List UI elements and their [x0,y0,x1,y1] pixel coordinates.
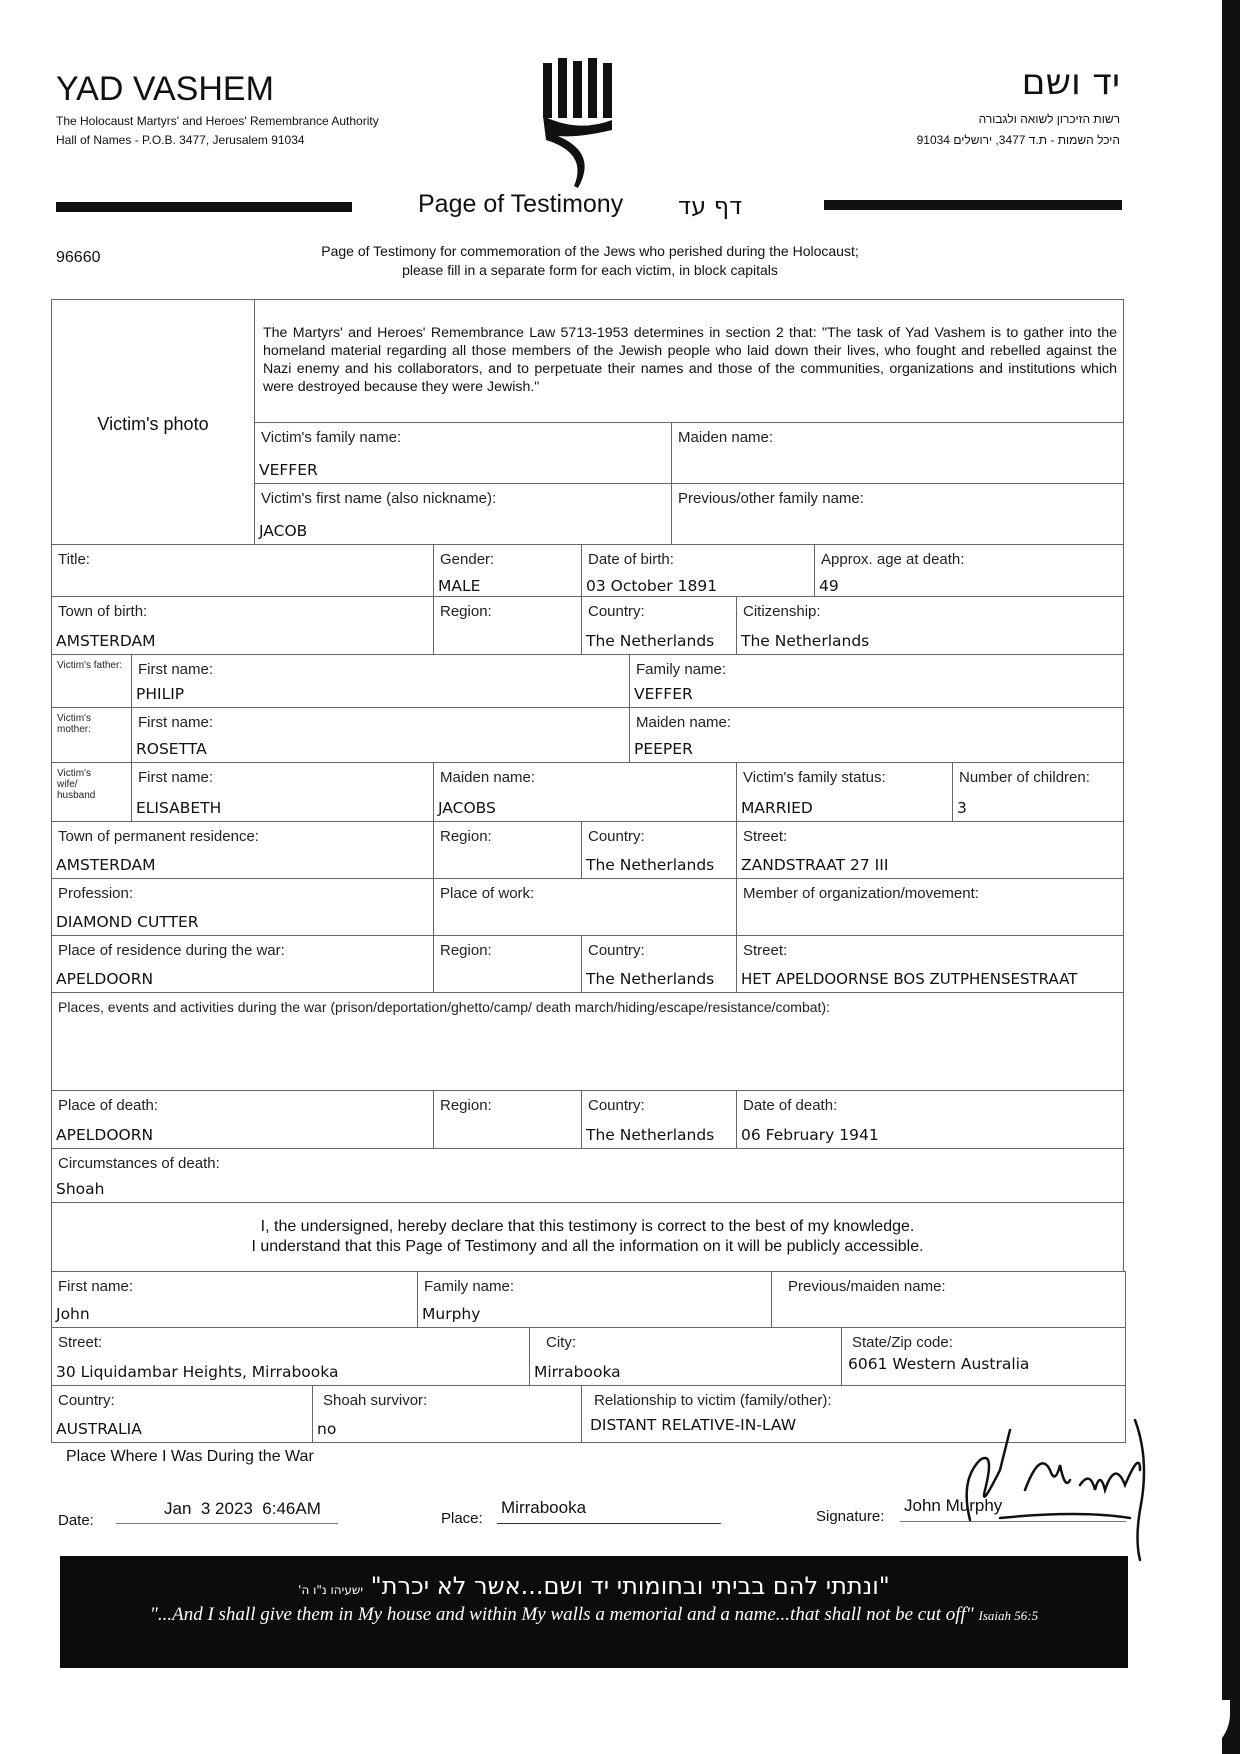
page-edge [1222,0,1240,1754]
value: AMSTERDAM [56,632,156,650]
value: VEFFER [634,685,693,703]
value: Shoah [56,1180,105,1198]
submitter-family-name-field[interactable] [417,1271,772,1328]
value: no [317,1420,337,1438]
victim-photo-cell [51,299,255,545]
handwritten-signature [940,1410,1170,1570]
label: Region: [440,828,492,845]
value: PHILIP [136,685,185,703]
citizenship-field[interactable] [736,596,1124,655]
label: Victim's family status: [743,769,886,786]
label: Family name: [424,1278,515,1295]
label: Previous/maiden name: [788,1278,946,1295]
place-label: Place: [441,1510,483,1527]
organization-field[interactable] [736,878,1124,936]
submitter-first-name-field[interactable] [51,1271,418,1328]
victim-maiden-name-field[interactable] [671,422,1124,484]
spouse-label-cell [51,762,132,822]
yad-vashem-logo [538,58,628,188]
value: JACOBS [438,799,496,817]
quote-english: "...And I shall give them in My house and within My walls a memorial and a name...that shall not be cut off" [149,1604,974,1625]
org-address: Hall of Names - P.O.B. 3477, Jerusalem 91034 [56,133,305,147]
war-residence-field[interactable] [51,935,434,993]
label: Country: [588,603,645,620]
residence-street-field[interactable] [736,821,1124,879]
label: State/Zip code: [852,1334,953,1351]
footer-quote-band [60,1556,1128,1668]
number-of-children-field[interactable] [952,762,1124,822]
label: Street: [743,942,788,959]
label: First name: [138,769,214,786]
war-events-field[interactable] [51,992,1124,1091]
label: Country: [588,942,645,959]
label: First name: [58,1278,134,1295]
label: Country: [58,1392,115,1409]
death-country-field[interactable] [581,1090,737,1149]
quote-ref-english: Isaiah 56:5 [978,1608,1039,1623]
place-of-death-field[interactable] [51,1090,434,1149]
signature-value: John Murphy [904,1496,1003,1515]
value: ZANDSTRAAT 27 III [741,856,889,874]
label: Circumstances of death: [58,1155,220,1172]
dob-field[interactable] [581,544,815,597]
value: 49 [819,577,839,595]
value: The Netherlands [586,1126,715,1144]
signature-label: Signature: [816,1508,885,1525]
date-of-death-field[interactable] [736,1090,1124,1149]
birth-country-field[interactable] [581,596,737,655]
value: APELDOORN [56,970,154,988]
label: Places, events and activities during the war (prison/deportation/ghetto/camp/ death march/hiding/escape/resistance/combat): [58,999,830,1015]
residence-town-field[interactable] [51,821,434,879]
value: 3 [957,799,967,817]
spouse-maiden-name-field[interactable] [433,762,737,822]
mother-first-name-field[interactable] [131,707,630,763]
value: APELDOORN [56,1126,154,1144]
value: DISTANT RELATIVE-IN-LAW [590,1416,797,1434]
org-name: YAD VASHEM [56,70,274,108]
label: Region: [440,603,492,620]
law-text-body: The Martyrs' and Heroes' Remembrance Law 5713-1953 determines in section 2 that: "The task of Yad Vashem is to gather into the homeland material regarding all those members of the Jewish people who laid down their lives, who fought and rebelled against the Nazi enemy and his collaborators, and to perpetuate their names and those of the communities, organizations and institutions which were destroyed because they were Jewish." [263,325,1117,395]
label: Victim's mother: [57,713,91,735]
label: Street: [743,828,788,845]
shoah-survivor-field[interactable] [312,1385,582,1443]
birth-region-field[interactable] [433,596,582,655]
date-label: Date: [58,1512,94,1529]
value: Mirrabooka [534,1363,621,1381]
label: Victim's father: [57,660,123,671]
label: Profession: [58,885,134,902]
date-value: Jan 3 2023 6:46AM [164,1499,321,1518]
residence-region-field[interactable] [433,821,582,879]
org-subtitle-hebrew: רשות הזיכרון לשואה ולגבורה [978,112,1120,126]
value: ROSETTA [136,740,207,758]
victim-first-name-field[interactable] [254,483,672,545]
value: 06 February 1941 [741,1126,879,1144]
label: First name: [138,661,214,678]
declaration [51,1202,1124,1272]
label: Place of death: [58,1097,159,1114]
value: 30 Liquidambar Heights, Mirrabooka [56,1363,339,1381]
page-title: Page of Testimony [418,190,624,218]
label: Victim's wife/ husband [57,768,96,801]
place-of-work-field[interactable] [433,878,737,936]
declaration-line-1: I, the undersigned, hereby declare that this testimony is correct to the best of my knowledge. [260,1218,915,1235]
value: PEEPER [634,740,693,758]
label: Victim's family name: [261,429,402,446]
label: Place of work: [440,885,535,902]
org-subtitle: The Holocaust Martyrs' and Heroes' Remembrance Authority [56,114,379,128]
header-rule-right [824,200,1122,210]
value: John [56,1305,90,1323]
value: JACOB [259,522,308,540]
label: Place of residence during the war: [58,942,285,959]
label: Country: [588,1097,645,1114]
gender-field[interactable] [433,544,582,597]
value: Murphy [422,1305,481,1323]
spouse-first-name-field[interactable] [131,762,434,822]
label: Maiden name: [440,769,536,786]
label: Region: [440,942,492,959]
circumstances-field[interactable] [51,1148,1124,1203]
date-field[interactable] [116,1498,338,1524]
submitter-street-field[interactable] [51,1327,530,1386]
label: Date of death: [743,1097,838,1114]
quote-hebrew: "ונתתי להם בביתי ובחומותי יד ושם...אשר לא יכרת" [370,1572,890,1600]
label: Town of birth: [58,603,148,620]
label: Gender: [440,551,495,568]
label: Maiden name: [636,714,732,731]
submitter-state-field[interactable] [841,1327,1126,1386]
quote-ref-hebrew: ישעיהו נ"ו ה' [298,1583,364,1597]
value: MARRIED [741,799,813,817]
intro-line-2: please fill in a separate form for each victim, in block capitals [402,262,778,278]
submitter-city-field[interactable] [529,1327,842,1386]
label: Victim's first name (also nickname): [261,490,497,507]
label: City: [546,1334,576,1351]
value: The Netherlands [586,632,715,650]
value: The Netherlands [741,632,870,650]
war-place-label: Place Where I Was During the War [66,1448,314,1465]
father-label-cell [51,654,132,708]
age-at-death-field[interactable] [814,544,1124,597]
submitter-previous-name-field[interactable] [771,1271,1126,1328]
submitter-country-field[interactable] [51,1385,313,1443]
label: Town of permanent residence: [58,828,259,845]
death-region-field[interactable] [433,1090,582,1149]
org-address-hebrew: היכל השמות - ת.ד 3477, ירושלים 91034 [916,133,1120,147]
family-status-field[interactable] [736,762,953,822]
intro-line-1: Page of Testimony for commemoration of the Jews who perished during the Holocaust; [321,243,859,259]
label: First name: [138,714,214,731]
residence-country-field[interactable] [581,821,737,879]
father-first-name-field[interactable] [131,654,630,708]
label: Street: [58,1334,103,1351]
label: Member of organization/movement: [743,885,979,902]
mother-maiden-name-field[interactable] [629,707,1124,763]
label: Maiden name: [678,429,774,446]
value: The Netherlands [586,856,715,874]
value: HET APELDOORNSE BOS ZUTPHENSESTRAAT [741,970,1078,988]
label: Shoah survivor: [323,1392,428,1409]
value: ELISABETH [136,799,222,817]
profession-field[interactable] [51,878,434,936]
label: Date of birth: [588,551,674,568]
law-text [254,299,1124,423]
value: DIAMOND CUTTER [56,913,199,931]
label: Number of children: [959,769,1090,786]
page-title-hebrew: דף עד [678,192,743,220]
label: Approx. age at death: [821,551,965,568]
value: VEFFER [259,461,318,479]
org-name-hebrew: יד ושם [1021,62,1120,103]
war-street-field[interactable] [736,935,1124,993]
place-field[interactable] [497,1498,721,1524]
label: Family name: [636,661,727,678]
victim-family-name-field[interactable] [254,422,672,484]
mother-label-cell [51,707,132,763]
title-field[interactable] [51,544,434,597]
father-family-name-field[interactable] [629,654,1124,708]
form-number: 96660 [56,249,101,266]
value: 03 October 1891 [586,577,718,595]
label: Region: [440,1097,492,1114]
value: The Netherlands [586,970,715,988]
value: 6061 Western Australia [848,1355,1030,1373]
label: Country: [588,828,645,845]
town-of-birth-field[interactable] [51,596,434,655]
label: Relationship to victim (family/other): [594,1392,832,1409]
victim-photo-label: Victim's photo [97,414,209,434]
value: AUSTRALIA [56,1420,142,1438]
value: MALE [438,577,481,595]
label: Citizenship: [743,603,821,620]
war-region-field[interactable] [433,935,582,993]
header-rule-left [56,202,352,212]
value: AMSTERDAM [56,856,156,874]
war-country-field[interactable] [581,935,737,993]
label: Previous/other family name: [678,490,864,507]
place-value: Mirrabooka [501,1498,587,1517]
label: Title: [58,551,90,568]
victim-previous-name-field[interactable] [671,483,1124,545]
declaration-line-2: I understand that this Page of Testimony and all the information on it will be publicly accessible. [251,1238,924,1255]
